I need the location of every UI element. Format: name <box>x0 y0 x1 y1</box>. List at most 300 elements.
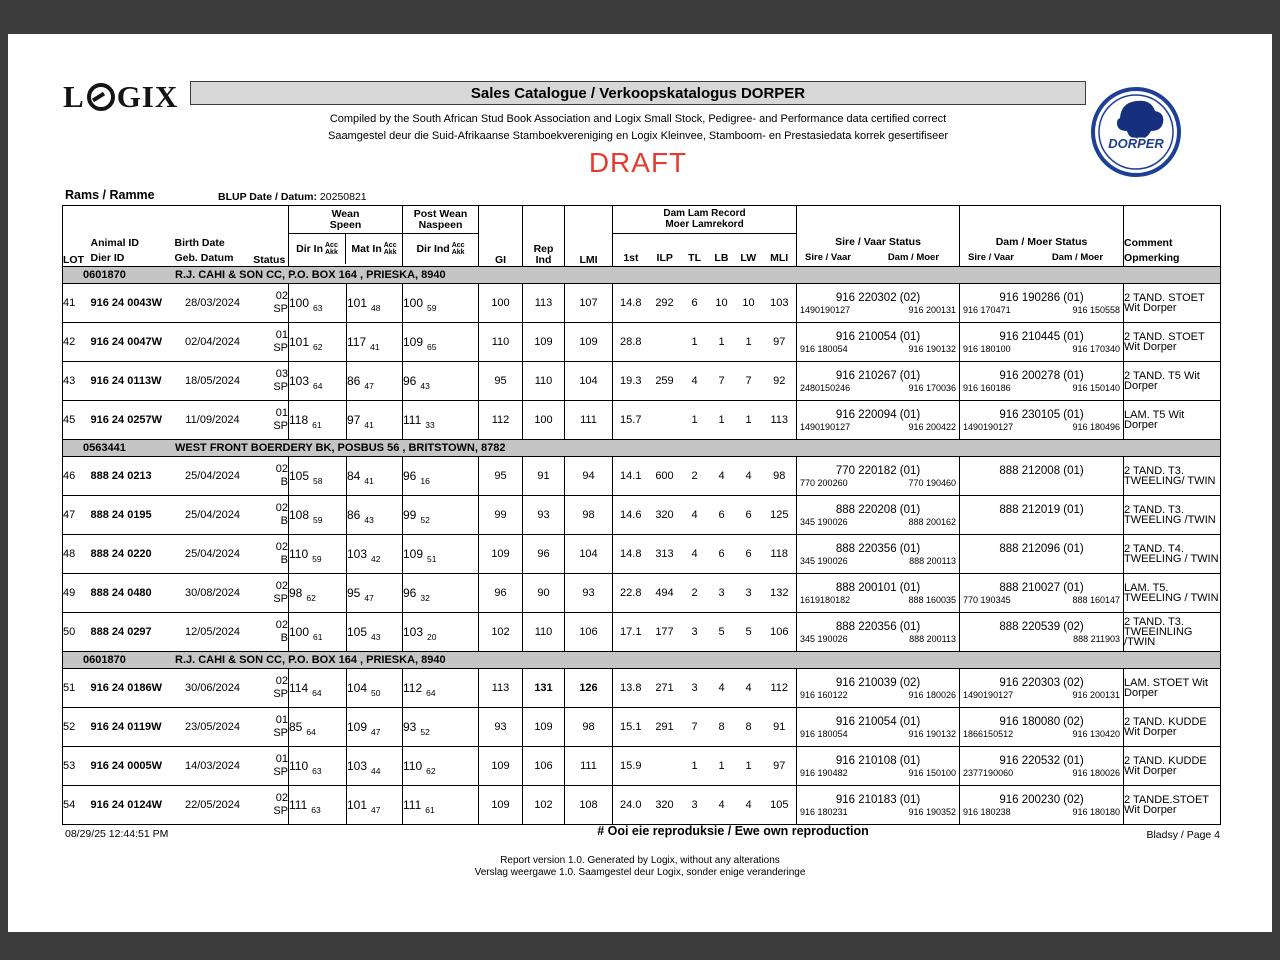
wean-dir-cell: 105 $_{58}$ <box>289 457 347 496</box>
wean-dir-cell: 118 $_{61}$ <box>289 401 347 440</box>
lmi-cell: 126 <box>565 669 613 708</box>
status-cell: 02 B <box>251 535 289 574</box>
badge-text: DORPER <box>1108 136 1164 151</box>
comment-cell: 2 TAND. T5 Wit Dorper <box>1124 362 1221 401</box>
comment-cell: 2 TAND. KUDDE Wit Dorper <box>1124 708 1221 747</box>
mli-cell: 132 <box>763 574 797 613</box>
table-row <box>63 708 1221 747</box>
tl-cell: 3 <box>681 613 709 652</box>
rep-ind-cell: 93 <box>523 496 565 535</box>
comment-cell: 2 TAND. T3. TWEELING/ TWIN <box>1124 457 1221 496</box>
dam-status-cell: 916 230105 (01) 1490190127 916 180496 <box>960 401 1124 440</box>
animal-id-cell: 888 24 0480 <box>91 574 175 613</box>
wean-mat-cell: 117 $_{41}$ <box>347 323 403 362</box>
dam-status-cell: 888 212019 (01) <box>960 496 1124 535</box>
rep-ind-cell: 90 <box>523 574 565 613</box>
lmi-cell: 106 <box>565 613 613 652</box>
logix-o-icon <box>87 83 115 111</box>
lb-cell: 6 <box>709 496 735 535</box>
sire-status-cell: 888 200101 (01) 1619180182 888 160035 <box>797 574 960 613</box>
table-row <box>63 535 1221 574</box>
dam-status-cell: 888 212008 (01) <box>960 457 1124 496</box>
group-id: 0563441 <box>83 442 126 454</box>
table-row <box>63 786 1221 825</box>
animal-id-cell: 916 24 0043W <box>91 284 175 323</box>
wean-mat-cell: 109 $_{47}$ <box>347 708 403 747</box>
col-group-damlam: Dam Lam Record Moer Lamrekord 1st ILP TL LB LW MLI <box>613 206 797 267</box>
lot-cell: 52 <box>63 708 91 747</box>
mli-cell: 92 <box>763 362 797 401</box>
animal-id-cell: 916 24 0047W <box>91 323 175 362</box>
postwean-dir-cell: 96 $_{32}$ <box>403 574 479 613</box>
blup-value: 20250821 <box>319 191 367 203</box>
tl-cell: 2 <box>681 457 709 496</box>
wean-mat-cell: 95 $_{47}$ <box>347 574 403 613</box>
col-birth-date: Birth Date Geb. Datum <box>175 206 251 267</box>
blup-label: BLUP Date / Datum: <box>218 191 317 203</box>
lw-cell: 10 <box>735 284 763 323</box>
lot-cell: 41 <box>63 284 91 323</box>
status-cell: 02 B <box>251 613 289 652</box>
wean-dir-cell: 111 $_{63}$ <box>289 786 347 825</box>
sire-status-cell: 916 210183 (01) 916 180231 916 190352 <box>797 786 960 825</box>
rep-ind-cell: 109 <box>523 708 565 747</box>
sire-status-cell: 916 210054 (01) 916 180054 916 190132 <box>797 708 960 747</box>
lb-cell: 8 <box>709 708 735 747</box>
lb-cell: 4 <box>709 457 735 496</box>
birth-date-cell: 28/03/2024 <box>175 284 251 323</box>
lmi-cell: 104 <box>565 362 613 401</box>
lot-cell: 47 <box>63 496 91 535</box>
mli-cell: 112 <box>763 669 797 708</box>
first-cell: 13.8 <box>613 669 649 708</box>
comment-cell: LAM. T5. TWEELING / TWIN <box>1124 574 1221 613</box>
table-row <box>63 496 1221 535</box>
wean-dir-cell: 108 $_{59}$ <box>289 496 347 535</box>
dorper-logo <box>1090 86 1182 178</box>
sire-status-cell: 916 210054 (01) 916 180054 916 190132 <box>797 323 960 362</box>
col-lmi: LMI <box>565 206 613 267</box>
animal-id-cell: 916 24 0119W <box>91 708 175 747</box>
tl-cell: 1 <box>681 401 709 440</box>
dam-status-cell: 916 200278 (01) 916 160186 916 150140 <box>960 362 1124 401</box>
first-cell: 24.0 <box>613 786 649 825</box>
mli-cell: 91 <box>763 708 797 747</box>
gi-cell: 102 <box>479 613 523 652</box>
rep-ind-cell: 102 <box>523 786 565 825</box>
group-id: 0601870 <box>83 654 126 666</box>
lmi-cell: 94 <box>565 457 613 496</box>
col-wean-mat: Mat In Acc Akk <box>345 234 402 264</box>
tl-cell: 4 <box>681 362 709 401</box>
gi-cell: 109 <box>479 535 523 574</box>
lot-cell: 53 <box>63 747 91 786</box>
wean-mat-cell: 84 $_{41}$ <box>347 457 403 496</box>
comment-cell: LAM. T5 Wit Dorper <box>1124 401 1221 440</box>
lw-cell: 4 <box>735 669 763 708</box>
lb-cell: 1 <box>709 323 735 362</box>
comment-cell: 2 TAND. KUDDE Wit Dorper <box>1124 747 1221 786</box>
footer-page-number: Bladsy / Page 4 <box>1146 829 1220 841</box>
dam-status-cell: 916 190286 (01) 916 170471 916 150558 <box>960 284 1124 323</box>
tl-cell: 1 <box>681 747 709 786</box>
mli-cell: 113 <box>763 401 797 440</box>
gi-cell: 93 <box>479 708 523 747</box>
comment-cell: LAM. STOET Wit Dorper <box>1124 669 1221 708</box>
comment-cell: 2 TANDE.STOET Wit Dorper <box>1124 786 1221 825</box>
lw-cell: 1 <box>735 747 763 786</box>
lw-cell: 4 <box>735 786 763 825</box>
comment-cell: 2 TAND. T3. TWEEINLING /TWIN <box>1124 613 1221 652</box>
first-cell: 14.1 <box>613 457 649 496</box>
lmi-cell: 93 <box>565 574 613 613</box>
lw-cell: 1 <box>735 401 763 440</box>
status-cell: 02 SP <box>251 786 289 825</box>
lot-cell: 45 <box>63 401 91 440</box>
compiled-line-af: Saamgestel deur die Suid-Afrikaanse Stamboekvereniging en Logix Kleinvee, Stamboom- en Prestasiedata korrek gesertifiseer <box>327 130 948 142</box>
birth-date-cell: 22/05/2024 <box>175 786 251 825</box>
rep-ind-cell: 100 <box>523 401 565 440</box>
first-cell: 15.9 <box>613 747 649 786</box>
col-postwean-dir: Dir Ind Acc Akk <box>416 242 465 256</box>
tl-cell: 2 <box>681 574 709 613</box>
ilp-cell: 320 <box>649 786 681 825</box>
wean-mat-cell: 86 $_{47}$ <box>347 362 403 401</box>
tl-cell: 4 <box>681 496 709 535</box>
comment-cell: 2 TAND. T3. TWEELING /TWIN <box>1124 496 1221 535</box>
comment-cell: 2 TAND. STOET Wit Dorper <box>1124 323 1221 362</box>
lw-cell: 6 <box>735 535 763 574</box>
table-body <box>63 267 1221 825</box>
rep-ind-cell: 110 <box>523 362 565 401</box>
gi-cell: 112 <box>479 401 523 440</box>
dam-status-cell: 888 220539 (02) 888 211903 <box>960 613 1124 652</box>
tl-cell: 3 <box>681 786 709 825</box>
ilp-cell: 177 <box>649 613 681 652</box>
dam-status-cell: 888 212096 (01) <box>960 535 1124 574</box>
status-cell: 02 SP <box>251 669 289 708</box>
draft-watermark: DRAFT <box>588 147 688 178</box>
dam-status-cell: 916 210445 (01) 916 180100 916 170340 <box>960 323 1124 362</box>
mli-cell: 106 <box>763 613 797 652</box>
wean-dir-cell: 103 $_{64}$ <box>289 362 347 401</box>
status-cell: 01 SP <box>251 401 289 440</box>
wean-dir-cell: 100 $_{61}$ <box>289 613 347 652</box>
lw-cell: 6 <box>735 496 763 535</box>
birth-date-cell: 12/05/2024 <box>175 613 251 652</box>
wean-mat-cell: 103 $_{44}$ <box>347 747 403 786</box>
mli-cell: 98 <box>763 457 797 496</box>
postwean-dir-cell: 112 $_{64}$ <box>403 669 479 708</box>
group-name: R.J. CAHI & SON CC, P.O. BOX 164 , PRIESKA, 8940 <box>175 654 446 666</box>
birth-date-cell: 25/04/2024 <box>175 535 251 574</box>
gi-cell: 100 <box>479 284 523 323</box>
animal-id-cell: 888 24 0297 <box>91 613 175 652</box>
gi-cell: 110 <box>479 323 523 362</box>
dam-status-cell: 916 220303 (02) 1490190127 916 200131 <box>960 669 1124 708</box>
ilp-cell: 494 <box>649 574 681 613</box>
gi-cell: 95 <box>479 362 523 401</box>
catalogue-table <box>62 205 1221 825</box>
dam-status-cell: 888 210027 (01) 770 190345 888 160147 <box>960 574 1124 613</box>
rep-ind-cell: 91 <box>523 457 565 496</box>
lb-cell: 7 <box>709 362 735 401</box>
mli-cell: 97 <box>763 747 797 786</box>
comment-cell: 2 TAND. T4. TWEELING / TWIN <box>1124 535 1221 574</box>
section-title: Rams / Ramme <box>65 188 155 202</box>
ilp-cell: 600 <box>649 457 681 496</box>
status-cell: 01 SP <box>251 708 289 747</box>
footer-timestamp: 08/29/25 12:44:51 PM <box>65 828 169 840</box>
mli-cell: 97 <box>763 323 797 362</box>
wean-dir-cell: 101 $_{62}$ <box>289 323 347 362</box>
dam-status-cell: 916 180080 (02) 1866150512 916 130420 <box>960 708 1124 747</box>
logo-text-left: L <box>63 79 85 114</box>
lb-cell: 1 <box>709 747 735 786</box>
group-row <box>63 440 1221 457</box>
mli-cell: 105 <box>763 786 797 825</box>
lw-cell: 4 <box>735 457 763 496</box>
lb-cell: 5 <box>709 613 735 652</box>
rep-ind-cell: 113 <box>523 284 565 323</box>
ilp-cell: 271 <box>649 669 681 708</box>
lmi-cell: 109 <box>565 323 613 362</box>
sire-status-cell: 888 220356 (01) 345 190026 888 200113 <box>797 535 960 574</box>
first-cell: 28.8 <box>613 323 649 362</box>
animal-id-cell: 916 24 0186W <box>91 669 175 708</box>
birth-date-cell: 25/04/2024 <box>175 457 251 496</box>
rep-ind-cell: 109 <box>523 323 565 362</box>
rep-ind-cell: 96 <box>523 535 565 574</box>
table-header <box>63 206 1221 267</box>
gi-cell: 99 <box>479 496 523 535</box>
sire-status-cell: 916 220302 (02) 1490190127 916 200131 <box>797 284 960 323</box>
blup-date <box>218 191 367 203</box>
birth-date-cell: 30/08/2024 <box>175 574 251 613</box>
report-page <box>8 34 1272 932</box>
mli-cell: 103 <box>763 284 797 323</box>
mli-cell: 118 <box>763 535 797 574</box>
first-cell: 19.3 <box>613 362 649 401</box>
first-cell: 14.8 <box>613 284 649 323</box>
table-row <box>63 323 1221 362</box>
birth-date-cell: 23/05/2024 <box>175 708 251 747</box>
footer-report-version-en: Report version 1.0. Generated by Logix, without any alterations <box>500 855 780 866</box>
lmi-cell: 111 <box>565 401 613 440</box>
lot-cell: 43 <box>63 362 91 401</box>
lot-cell: 48 <box>63 535 91 574</box>
table-row <box>63 669 1221 708</box>
group-name: WEST FRONT BOERDERY BK, POSBUS 56 , BRITSTOWN, 8782 <box>175 442 506 454</box>
sire-status-cell: 916 210108 (01) 916 190482 916 150100 <box>797 747 960 786</box>
birth-date-cell: 30/06/2024 <box>175 669 251 708</box>
dam-status-cell: 916 220532 (01) 2377190060 916 180026 <box>960 747 1124 786</box>
status-cell: 01 SP <box>251 747 289 786</box>
col-group-postwean: Post Wean Naspeen Dir Ind Acc Akk <box>403 206 479 267</box>
first-cell: 22.8 <box>613 574 649 613</box>
birth-date-cell: 11/09/2024 <box>175 401 251 440</box>
wean-dir-cell: 85 $_{64}$ <box>289 708 347 747</box>
ilp-cell <box>649 401 681 440</box>
table-header-row <box>63 206 1221 267</box>
dam-status-cell: 916 200230 (02) 916 180238 916 180180 <box>960 786 1124 825</box>
status-cell: 02 B <box>251 457 289 496</box>
status-cell: 03 SP <box>251 362 289 401</box>
lot-cell: 49 <box>63 574 91 613</box>
status-cell: 02 SP <box>251 284 289 323</box>
col-animal-id: Animal ID Dier ID <box>91 206 175 267</box>
ilp-cell: 320 <box>649 496 681 535</box>
animal-id-cell: 888 24 0213 <box>91 457 175 496</box>
gi-cell: 96 <box>479 574 523 613</box>
wean-dir-cell: 100 $_{63}$ <box>289 284 347 323</box>
wean-mat-cell: 101 $_{48}$ <box>347 284 403 323</box>
lb-cell: 4 <box>709 786 735 825</box>
tl-cell: 6 <box>681 284 709 323</box>
lot-cell: 51 <box>63 669 91 708</box>
col-status: Status <box>251 206 289 267</box>
lw-cell: 3 <box>735 574 763 613</box>
group-row <box>63 652 1221 669</box>
postwean-dir-cell: 103 $_{20}$ <box>403 613 479 652</box>
postwean-dir-cell: 111 $_{61}$ <box>403 786 479 825</box>
postwean-dir-cell: 96 $_{16}$ <box>403 457 479 496</box>
lot-cell: 54 <box>63 786 91 825</box>
lb-cell: 10 <box>709 284 735 323</box>
lot-cell: 46 <box>63 457 91 496</box>
wean-dir-cell: 110 $_{63}$ <box>289 747 347 786</box>
animal-id-cell: 916 24 0113W <box>91 362 175 401</box>
wean-mat-cell: 101 $_{47}$ <box>347 786 403 825</box>
wean-dir-cell: 110 $_{59}$ <box>289 535 347 574</box>
ilp-cell: 291 <box>649 708 681 747</box>
table-row <box>63 401 1221 440</box>
lw-cell: 7 <box>735 362 763 401</box>
lb-cell: 1 <box>709 401 735 440</box>
col-group-wean: Wean Speen Dir In Acc Akk Mat In Acc Akk <box>289 206 403 267</box>
col-lot: LOT <box>63 206 91 267</box>
wean-dir-cell: 114 $_{64}$ <box>289 669 347 708</box>
catalogue-title: Sales Catalogue / Verkoopskatalogus DORPER <box>190 81 1086 105</box>
ilp-cell: 292 <box>649 284 681 323</box>
logix-logo <box>63 79 178 115</box>
animal-id-cell: 888 24 0195 <box>91 496 175 535</box>
birth-date-cell: 25/04/2024 <box>175 496 251 535</box>
col-gi: GI <box>479 206 523 267</box>
logo-text-right: GIX <box>116 79 179 114</box>
sire-status-cell: 770 220182 (01) 770 200260 770 190460 <box>797 457 960 496</box>
birth-date-cell: 02/04/2024 <box>175 323 251 362</box>
comment-cell: 2 TAND. STOET Wit Dorper <box>1124 284 1221 323</box>
lot-cell: 42 <box>63 323 91 362</box>
sire-status-cell: 916 220094 (01) 1490190127 916 200422 <box>797 401 960 440</box>
table-row <box>63 574 1221 613</box>
postwean-dir-cell: 93 $_{52}$ <box>403 708 479 747</box>
animal-id-cell: 916 24 0257W <box>91 401 175 440</box>
ilp-cell <box>649 323 681 362</box>
lmi-cell: 98 <box>565 708 613 747</box>
table-row <box>63 747 1221 786</box>
status-cell: 01 SP <box>251 323 289 362</box>
sire-status-cell: 888 220356 (01) 345 190026 888 200113 <box>797 613 960 652</box>
wean-mat-cell: 104 $_{50}$ <box>347 669 403 708</box>
mli-cell: 125 <box>763 496 797 535</box>
col-sire-status: Sire / Vaar Status Sire / Vaar Dam / Moer <box>797 206 960 267</box>
group-id: 0601870 <box>83 269 126 281</box>
first-cell: 17.1 <box>613 613 649 652</box>
lot-cell: 50 <box>63 613 91 652</box>
wean-mat-cell: 86 $_{43}$ <box>347 496 403 535</box>
status-cell: 02 SP <box>251 574 289 613</box>
first-cell: 15.1 <box>613 708 649 747</box>
first-cell: 15.7 <box>613 401 649 440</box>
status-cell: 02 B <box>251 496 289 535</box>
col-wean-dir: Dir In Acc Akk <box>296 242 338 256</box>
rep-ind-cell: 131 <box>523 669 565 708</box>
lmi-cell: 108 <box>565 786 613 825</box>
birth-date-cell: 18/05/2024 <box>175 362 251 401</box>
sire-status-cell: 888 220208 (01) 345 190026 888 200162 <box>797 496 960 535</box>
tl-cell: 1 <box>681 323 709 362</box>
tl-cell: 3 <box>681 669 709 708</box>
wean-mat-cell: 105 $_{43}$ <box>347 613 403 652</box>
table-row <box>63 457 1221 496</box>
tl-cell: 4 <box>681 535 709 574</box>
rep-ind-cell: 106 <box>523 747 565 786</box>
rep-ind-cell: 110 <box>523 613 565 652</box>
footer-reproduction-note: # Ooi eie reproduksie / Ewe own reproduction <box>597 824 869 838</box>
animal-id-cell: 916 24 0124W <box>91 786 175 825</box>
table-row <box>63 362 1221 401</box>
group-row <box>63 267 1221 284</box>
postwean-dir-cell: 110 $_{62}$ <box>403 747 479 786</box>
ilp-cell: 259 <box>649 362 681 401</box>
wean-mat-cell: 103 $_{42}$ <box>347 535 403 574</box>
lmi-cell: 98 <box>565 496 613 535</box>
lw-cell: 5 <box>735 613 763 652</box>
gi-cell: 113 <box>479 669 523 708</box>
wean-dir-cell: 98 $_{62}$ <box>289 574 347 613</box>
postwean-dir-cell: 109 $_{51}$ <box>403 535 479 574</box>
birth-date-cell: 14/03/2024 <box>175 747 251 786</box>
table-row <box>63 613 1221 652</box>
postwean-dir-cell: 111 $_{33}$ <box>403 401 479 440</box>
compiled-line-en: Compiled by the South African Stud Book Association and Logix Small Stock, Pedigree- and Performance data certified correct <box>329 113 947 125</box>
lmi-cell: 107 <box>565 284 613 323</box>
postwean-dir-cell: 100 $_{59}$ <box>403 284 479 323</box>
table-row <box>63 284 1221 323</box>
wean-mat-cell: 97 $_{41}$ <box>347 401 403 440</box>
footer-report-version-af: Verslag weergawe 1.0. Saamgestel deur Logix, sonder enige veranderinge <box>474 867 806 878</box>
lmi-cell: 104 <box>565 535 613 574</box>
first-cell: 14.6 <box>613 496 649 535</box>
animal-id-cell: 916 24 0005W <box>91 747 175 786</box>
lb-cell: 3 <box>709 574 735 613</box>
lb-cell: 4 <box>709 669 735 708</box>
lw-cell: 1 <box>735 323 763 362</box>
animal-id-cell: 888 24 0220 <box>91 535 175 574</box>
sire-status-cell: 916 210039 (02) 916 160122 916 180026 <box>797 669 960 708</box>
ilp-cell: 313 <box>649 535 681 574</box>
postwean-dir-cell: 99 $_{52}$ <box>403 496 479 535</box>
gi-cell: 95 <box>479 457 523 496</box>
sire-status-cell: 916 210267 (01) 2480150246 916 170036 <box>797 362 960 401</box>
catalogue-table-wrap <box>62 205 1220 825</box>
lw-cell: 8 <box>735 708 763 747</box>
group-name: R.J. CAHI & SON CC, P.O. BOX 164 , PRIESKA, 8940 <box>175 269 446 281</box>
ilp-cell <box>649 747 681 786</box>
col-comment: Comment Opmerking <box>1124 206 1221 267</box>
